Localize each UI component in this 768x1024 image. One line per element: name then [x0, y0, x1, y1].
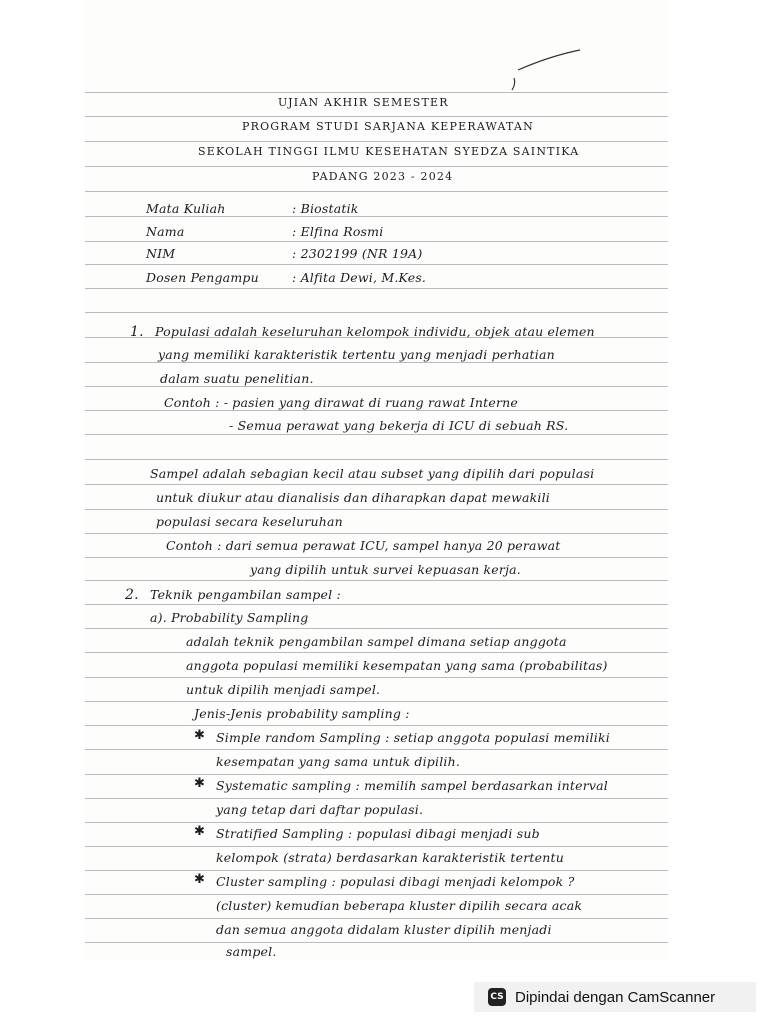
answer-line: yang memiliki karakteristik tertentu yang menjadi perhatian — [158, 347, 555, 362]
ruled-line — [85, 604, 668, 605]
answer-1-number: 1. — [130, 324, 144, 340]
ruled-line — [85, 362, 668, 363]
ruled-line — [85, 774, 668, 775]
ruled-line — [85, 533, 668, 534]
ruled-line — [85, 846, 668, 847]
answer-line: yang dipilih untuk survei kepuasan kerja. — [250, 562, 521, 577]
meta-label-course: Mata Kuliah — [146, 201, 226, 216]
answer-line: Simple random Sampling : setiap anggota populasi memiliki — [216, 730, 610, 745]
ruled-line — [85, 894, 668, 895]
ruled-line — [85, 241, 668, 242]
ruled-line — [85, 749, 668, 750]
ruled-line — [85, 628, 668, 629]
ruled-line — [85, 484, 668, 485]
answer-line: anggota populasi memiliki kesempatan yang sama (probabilitas) — [186, 658, 608, 673]
ruled-line — [85, 410, 668, 411]
answer-line: untuk diukur atau dianalisis dan diharapkan dapat mewakili — [156, 490, 550, 505]
answer-line: adalah teknik pengambilan sampel dimana setiap anggota — [186, 634, 567, 649]
header-line-3: SEKOLAH TINGGI ILMU KESEHATAN SYEDZA SAINTIKA — [198, 145, 580, 158]
meta-label-name: Nama — [146, 224, 185, 239]
camscanner-stamp — [474, 982, 756, 1012]
meta-value-lecturer: : Alfita Dewi, M.Kes. — [292, 270, 427, 285]
answer-line: dalam suatu penelitian. — [160, 371, 314, 386]
answer-line: Sampel adalah sebagian kecil atau subset yang dipilih dari populasi — [150, 466, 595, 481]
answer-line: dan semua anggota didalam kluster dipilih menjadi — [216, 922, 552, 937]
ruled-line — [85, 116, 668, 117]
answer-line: Cluster sampling : populasi dibagi menjadi kelompok ? — [216, 874, 575, 889]
ruled-line — [85, 677, 668, 678]
ruled-line — [85, 870, 668, 871]
pen-stroke-mark — [510, 42, 590, 102]
answer-line: sampel. — [226, 944, 277, 959]
ruled-line — [85, 652, 668, 653]
ruled-line — [85, 557, 668, 558]
answer-line: Contoh : - pasien yang dirawat di ruang rawat Interne — [164, 395, 518, 410]
answer-line: - Semua perawat yang bekerja di ICU di sebuah RS. — [229, 418, 569, 433]
ruled-line — [85, 701, 668, 702]
answer-line: (cluster) kemudian beberapa kluster dipilih secara acak — [216, 898, 583, 913]
ruled-line — [85, 288, 668, 289]
ruled-line — [85, 798, 668, 799]
ruled-line — [85, 580, 668, 581]
answer-line: yang tetap dari daftar populasi. — [216, 802, 424, 817]
ruled-line — [85, 264, 668, 265]
meta-label-nim: NIM — [146, 246, 176, 261]
answer-2-subheading: a). Probability Sampling — [150, 610, 309, 625]
header-line-1: UJIAN AKHIR SEMESTER — [278, 96, 449, 109]
answer-2-number: 2. — [125, 587, 139, 603]
answer-line: untuk dipilih menjadi sampel. — [186, 682, 381, 697]
answer-line: Stratified Sampling : populasi dibagi menjadi sub — [216, 826, 540, 841]
ruled-line — [85, 459, 668, 460]
answer-line: kelompok (strata) berdasarkan karakteristik tertentu — [216, 850, 564, 865]
header-line-2: PROGRAM STUDI SARJANA KEPERAWATAN — [242, 120, 534, 133]
answer-2-heading: Teknik pengambilan sampel : — [150, 587, 341, 602]
bullet-star-icon: ✱ — [194, 728, 206, 743]
ruled-line — [85, 942, 668, 943]
meta-label-lecturer: Dosen Pengampu — [146, 270, 259, 285]
meta-value-course: : Biostatik — [292, 201, 359, 216]
answer-line: kesempatan yang sama untuk dipilih. — [216, 754, 461, 769]
ruled-line — [85, 725, 668, 726]
ruled-line — [85, 141, 668, 142]
header-line-4: PADANG 2023 - 2024 — [312, 170, 454, 183]
bullet-star-icon: ✱ — [194, 824, 206, 839]
answer-line: Jenis-Jenis probability sampling : — [194, 706, 410, 721]
bullet-star-icon: ✱ — [194, 776, 206, 791]
meta-value-name: : Elfina Rosmi — [292, 224, 384, 239]
ruled-line — [85, 166, 668, 167]
ruled-line — [85, 434, 668, 435]
ruled-line — [85, 509, 668, 510]
camscanner-text: Dipindai dengan CamScanner — [515, 988, 716, 1006]
answer-line: Contoh : dari semua perawat ICU, sampel hanya 20 perawat — [166, 538, 561, 553]
bullet-star-icon: ✱ — [194, 872, 206, 887]
ruled-line — [85, 312, 668, 313]
answer-line: populasi secara keseluruhan — [156, 514, 343, 529]
ruled-line — [85, 191, 668, 192]
meta-value-nim: : 2302199 (NR 19A) — [292, 246, 423, 261]
ruled-line — [85, 822, 668, 823]
ruled-line — [85, 918, 668, 919]
ruled-line — [85, 386, 668, 387]
answer-line: Systematic sampling : memilih sampel berdasarkan interval — [216, 778, 608, 793]
ruled-line — [85, 216, 668, 217]
answer-line: Populasi adalah keseluruhan kelompok individu, objek atau elemen — [155, 324, 595, 339]
camscanner-logo-icon: CS — [488, 988, 506, 1006]
